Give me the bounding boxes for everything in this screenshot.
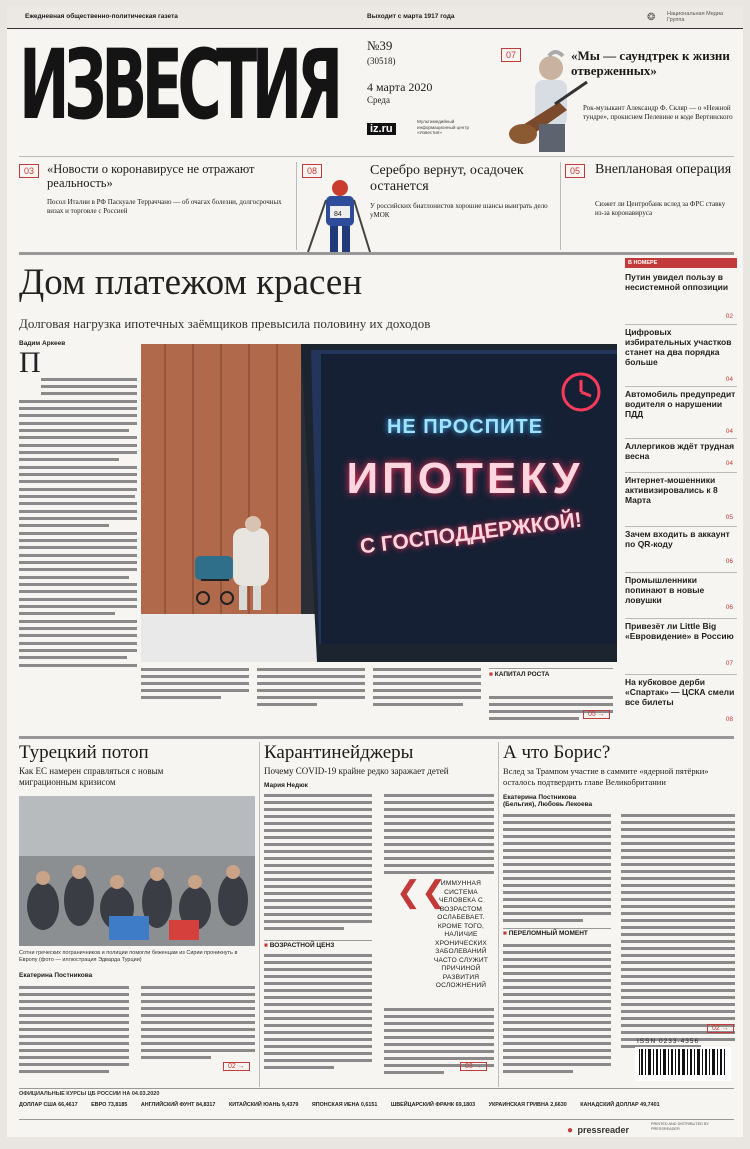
text-lines: [19, 984, 255, 1084]
square-icon: ■: [503, 930, 507, 937]
sidebar-item-page: 04: [725, 376, 733, 383]
sidebar-item[interactable]: [625, 618, 737, 667]
divider: [259, 742, 260, 1087]
rate-item: КИТАЙСКИЙ ЮАНЬ 9,4379: [228, 1102, 299, 1108]
sidebar-item-page: 02: [725, 313, 733, 320]
pressreader-badge[interactable]: [567, 1120, 735, 1135]
story-subhead: Почему COVID-19 крайне редко заражает детей: [264, 766, 449, 776]
story-headline: Карантинейджеры: [264, 742, 414, 763]
story-headline: А что Борис?: [503, 742, 611, 763]
rate-item: АНГЛИЙСКИЙ ФУНТ 84,8317: [140, 1102, 216, 1108]
photo-caption: Сотни греческих пограничников и полиции помогли беженцам из Сирии проникнуть в Европу (фото — иллюстрация Эдварда Турции): [19, 950, 238, 963]
sidebar-item[interactable]: [625, 324, 737, 383]
capital-label: [489, 668, 613, 678]
sign-line-1: НЕ ПРОСПИТЕ: [386, 416, 544, 438]
divider: [498, 742, 499, 1087]
teaser-coronavirus[interactable]: [19, 160, 299, 250]
barcode: [635, 1047, 731, 1081]
divider: [560, 162, 561, 250]
sidebar-item-page: 06: [725, 558, 733, 565]
rate-item: ДОЛЛАР США 66,4617: [19, 1102, 78, 1108]
section-label: [503, 928, 611, 937]
rate-item: ШВЕЙЦАРСКИЙ ФРАНК 69,1803: [390, 1102, 476, 1108]
story-quarantine: [264, 742, 494, 1087]
issue-weekday: Среда: [367, 95, 390, 105]
story-headline: Турецкий потоп: [19, 742, 149, 763]
pressreader-name: pressreader: [577, 1125, 630, 1135]
teaser-page: 08: [302, 164, 322, 178]
promo-top[interactable]: [491, 36, 743, 154]
sidebar-item-title: Зачем входить в аккаунт по QR-коду: [625, 529, 730, 549]
sidebar-item[interactable]: [625, 272, 737, 320]
sidebar-item[interactable]: [625, 386, 737, 435]
rate-item: КАНАДСКИЙ ДОЛЛАР 49,7401: [580, 1102, 660, 1108]
sidebar-item-page: 06: [725, 604, 733, 611]
sidebar-item-title: Аллергиков ждёт трудная весна: [625, 441, 735, 461]
teaser-title: «Новости о коронавирусе не отражают реальность»: [47, 162, 255, 190]
story-turkish-flood: [19, 742, 255, 1087]
sidebar-item[interactable]: [625, 526, 737, 565]
story-continue-link[interactable]: 03 →: [460, 1062, 487, 1071]
lead-text-lower: [141, 666, 617, 734]
teaser-page: 03: [19, 164, 39, 178]
pull-quote: [382, 875, 494, 1006]
sidebar: [625, 258, 737, 738]
sidebar-item-page: 04: [725, 428, 733, 435]
promo-page: 07: [501, 48, 521, 62]
sidebar-item[interactable]: [625, 572, 737, 611]
issn: ISSN 0233-4356: [637, 1038, 700, 1045]
story-byline: Екатерина Постникова: [19, 972, 93, 979]
logo: [19, 26, 355, 150]
sidebar-item-title: Интернет-мошенники активизировались к 8 Марта: [625, 475, 718, 505]
teaser-title: Внеплановая операция: [595, 162, 732, 177]
sidebar-item-title: Цифровых избирательных участков станет на два порядка больше: [625, 327, 732, 367]
lead-byline: Вадим Аркеев: [19, 340, 66, 347]
sidebar-item-page: 05: [725, 514, 733, 521]
story-byline: Екатерина Постникова (Бельгия), Любовь Лекоева: [503, 794, 593, 808]
teaser-operation[interactable]: [565, 160, 737, 250]
story-boris: [503, 742, 735, 1087]
site-note: Мультимедийный информационный центр «Известия»: [417, 119, 470, 135]
divider: [19, 252, 734, 255]
lead-continue-link[interactable]: 05 →: [583, 710, 610, 719]
text-lines: [503, 812, 735, 1082]
story-subhead: Как ЕС намерен справляться с новым миграционным кризисом: [19, 766, 164, 787]
issue-info: [367, 38, 487, 105]
quote-text: ИММУННАЯ СИСТЕМА ЧЕЛОВЕКА С ВОЗРАСТОМ ОСЛАБЕВАЕТ. КРОМЕ ТОГО, НАЛИЧИЕ ХРОНИЧЕСКИХ ЗАБОЛЕВАНИЙ ЧАСТО СЛУЖИТ ПРИЧИНОЙ РАЗВИТИЯ ОСЛОЖНЕНИЙ: [433, 880, 489, 989]
square-icon: ■: [264, 942, 268, 949]
divider: [296, 162, 297, 250]
lead-photo: [141, 344, 617, 662]
pressreader-note: PRINTED AND DISTRIBUTED BY PRESSREADER: [651, 1122, 709, 1131]
sidebar-item-page: 04: [725, 460, 733, 467]
migrants-photo: [19, 796, 255, 946]
masthead-founded: Выходит с марта 1917 года: [367, 13, 455, 20]
sidebar-label: В НОМЕРЕ: [625, 258, 737, 268]
rate-item: ЕВРО 73,8185: [91, 1102, 128, 1108]
sidebar-item-title: Автомобиль предупредит водителя о нарушении ПДД: [625, 389, 736, 419]
sidebar-item[interactable]: [625, 438, 737, 467]
section-label-text: ПЕРЕЛОМНЫЙ МОМЕНТ: [508, 930, 588, 937]
sidebar-item[interactable]: [625, 674, 737, 723]
lead-headline: Дом платежом красен: [19, 262, 363, 303]
section-label-text: ВОЗРАСТНОЙ ЦЕНЗ: [269, 942, 335, 949]
rates-list: [19, 1102, 734, 1108]
sidebar-item[interactable]: [625, 472, 737, 521]
biathlete-photo: [304, 178, 372, 256]
issue-total: (30518): [367, 56, 396, 66]
sidebar-item-title: Путин увидел пользу в несистемной оппозиции: [625, 272, 729, 292]
story-subhead: Вслед за Трампом участие в саммите «ядерной пятёрки» осталось подтвердить главе Великобритании: [503, 766, 709, 787]
promo-title: «Мы — саундтрек к жизни отверженных»: [571, 48, 730, 78]
text-lines: [19, 376, 137, 668]
sign-line-3: С ГОСПОДДЕРЖКОЙ!: [358, 508, 584, 559]
pressreader-icon: ●: [567, 1125, 574, 1136]
section-label: [264, 940, 372, 949]
teaser-page: 05: [565, 164, 585, 178]
rates-bar: [19, 1088, 734, 1120]
drop-cap: П: [19, 350, 41, 379]
media-group: Национальная Медиа Группа: [667, 11, 724, 23]
capital-label-text: КАПИТАЛ РОСТА: [494, 671, 550, 678]
sidebar-item-page: 07: [725, 660, 733, 667]
story-continue-link[interactable]: 02 →: [223, 1062, 250, 1071]
rate-item: ЯПОНСКАЯ ИЕНА 0,6151: [311, 1102, 378, 1108]
teaser-title: Серебро вернут, осадочек останется: [370, 163, 524, 194]
sidebar-item-title: Привезёт ли Little Big «Евровидение» в Россию: [625, 621, 734, 641]
rate-item: УКРАИНСКАЯ ГРИВНА 2,6630: [488, 1102, 567, 1108]
divider: [19, 736, 734, 739]
lead-subhead: Долговая нагрузка ипотечных заёмщиков превысила половину их доходов: [19, 316, 431, 331]
lead-text-column: [19, 350, 137, 668]
story-byline: Мария Недюк: [264, 782, 308, 789]
promo-lead: Рок-музыкант Александр Ф. Скляр — о «Нежной тундре», прокиснем Пелевине и коде Вертинского: [583, 104, 733, 121]
story-continue-link[interactable]: 02 →: [707, 1024, 734, 1033]
teaser-lead: Посол Италии в РФ Паскуале Терраччано — об очагах болезни, долгосрочных визах и торговле с Россией: [47, 198, 282, 215]
issue-number: №39: [367, 38, 393, 53]
rates-label: ОФИЦИАЛЬНЫЕ КУРСЫ ЦБ РОССИИ НА 04.03.2020: [19, 1091, 160, 1097]
sign-line-2: ИПОТЕКУ: [346, 454, 584, 503]
teaser-lead: Сюжет ли Центробанк вслед за ФРС ставку из-за коронавируса: [595, 200, 726, 217]
site-block[interactable]: [367, 119, 487, 139]
quote-icon: ❮❮: [396, 875, 447, 910]
newspaper-page: [7, 6, 743, 1137]
masthead-tagline: Ежедневная общественно-политическая газета: [25, 13, 178, 20]
site-logo: iz.ru: [367, 123, 396, 135]
teaser-biathlon[interactable]: [302, 160, 557, 252]
order-icon: ❂: [647, 12, 656, 23]
logo-text: ИЗВЕСТИЯ: [19, 29, 338, 141]
sidebar-item-title: На кубковое дерби «Спартак» — ЦСКА смели все билеты: [625, 677, 735, 707]
teaser-lead: У российских биатлонистов хорошие шансы выиграть дело уМОК: [370, 202, 548, 219]
issue-date: 4 марта 2020: [367, 80, 433, 94]
svg-text:84: 84: [334, 211, 342, 218]
divider: [19, 156, 734, 157]
sidebar-item-page: 08: [725, 716, 733, 723]
sidebar-item-title: Промышленники попинают в новые ловушки: [625, 575, 705, 605]
square-icon: ■: [489, 671, 493, 678]
